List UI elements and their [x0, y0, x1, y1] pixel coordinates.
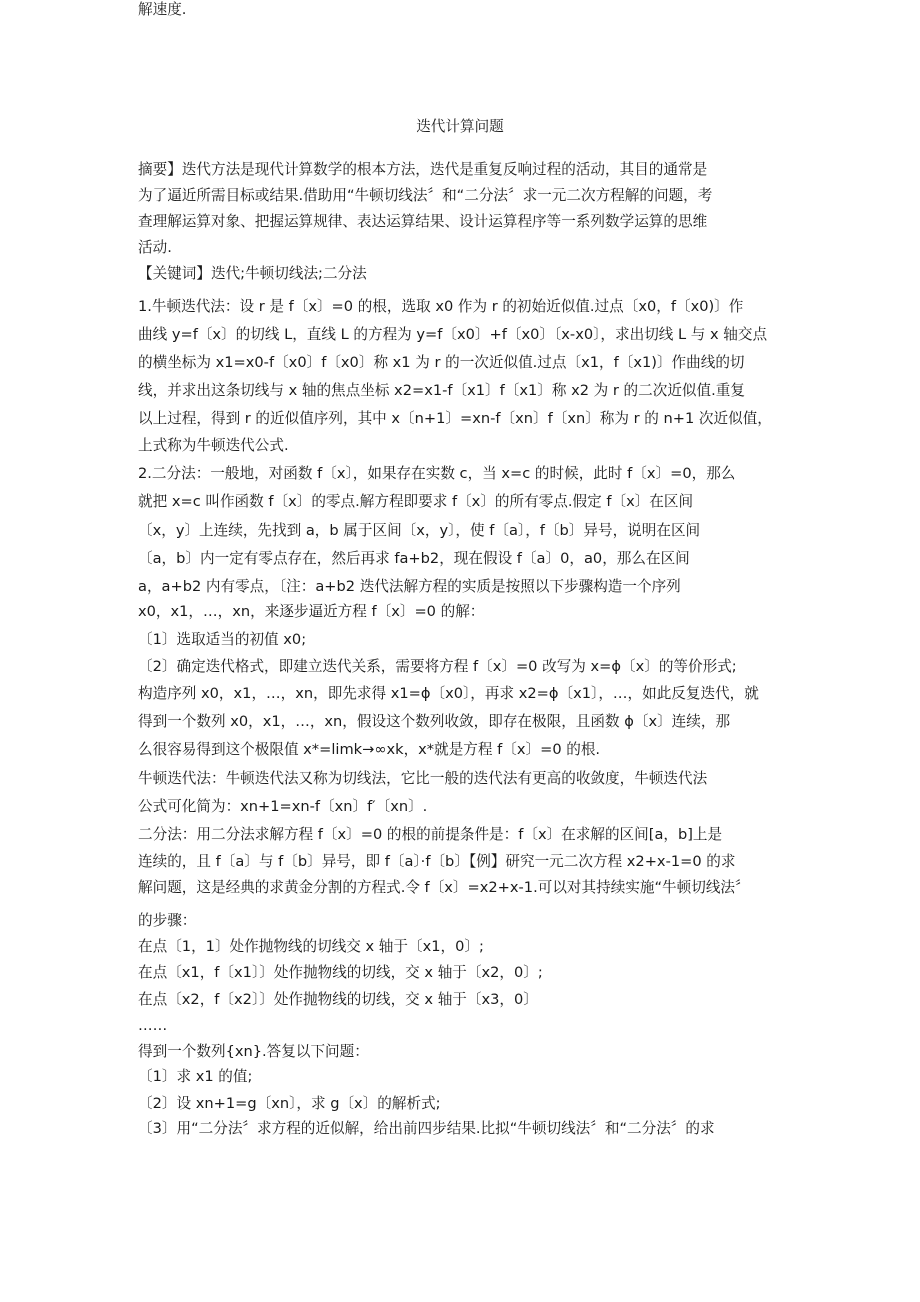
paragraph-line: 在点〔x1，f〔x1〕〕处作抛物线的切线，交 x 轴于〔x2，0〕;: [138, 964, 543, 981]
paragraph-line: ……: [138, 1017, 168, 1034]
paragraph-line: 的横坐标为 x1=x0-f〔x0〕f〔x0〕称 x1 为 r 的一次近似值.过点〔x1，f〔x1)〕作曲线的切: [138, 354, 745, 371]
paragraph-line: 得到一个数列 x0，x1，…，xn，假设这个数列收敛，即存在极限，且函数 ϕ〔x〕连续，那: [138, 713, 731, 730]
paragraph-line: 公式可化简为：xn+1=xn-f〔xn〕f′〔xn〕.: [138, 798, 428, 815]
paragraph-line: 【关键词】迭代;牛顿切线法;二分法: [138, 265, 367, 282]
paragraph-line: 二分法：用二分法求解方程 f〔x〕=0 的根的前提条件是：f〔x〕在求解的区间[a，b]上是: [138, 826, 723, 843]
paragraph-line: 活动.: [138, 239, 172, 256]
paragraph-line: 〔1〕求 x1 的值;: [138, 1068, 253, 1085]
paragraph-line: 的步骤：: [138, 912, 197, 929]
paragraph-line: 得到一个数列{xn}.答复以下问题：: [138, 1043, 369, 1060]
paragraph-line: 连续的，且 f〔a〕与 f〔b〕异号，即 f〔a〕·f〔b〕【例】研究一元二次方程 x2+x-1=0 的求: [138, 853, 736, 870]
paragraph-line: x0，x1，…，xn，来逐步逼近方程 f〔x〕=0 的解：: [138, 603, 485, 620]
paragraph-line: 摘要】迭代方法是现代计算数学的根本方法，迭代是重复反响过程的活动，其目的通常是: [138, 161, 708, 178]
paragraph-line: 〔2〕设 xn+1=g〔xn〕，求 g〔x〕的解析式;: [138, 1095, 441, 1112]
paragraph-line: 〔2〕确定迭代格式，即建立迭代关系，需要将方程 f〔x〕=0 改写为 x=ϕ〔x〕的等价形式;: [138, 658, 737, 675]
paragraph-line: 曲线 y=f〔x〕的切线 L，直线 L 的方程为 y=f〔x0〕+f〔x0〕〔x-x0〕，求出切线 L 与 x 轴交点: [138, 326, 768, 343]
paragraph-line: 解速度.: [138, 1, 187, 18]
paragraph-line: 线，并求出这条切线与 x 轴的焦点坐标 x2=x1-f〔x1〕f〔x1〕称 x2 为 r 的二次近似值.重复: [138, 382, 745, 399]
paragraph-line: a，a+b2 内有零点，〔注：a+b2 迭代法解方程的实质是按照以下步骤构造一个序列: [138, 578, 681, 595]
paragraph-line: 构造序列 x0，x1，…，xn，即先求得 x1=ϕ〔x0〕，再求 x2=ϕ〔x1〕，…，如此反复迭代，就: [138, 685, 759, 702]
paragraph-line: 1.牛顿迭代法：设 r 是 f〔x〕=0 的根，选取 x0 作为 r 的初始近似值.过点〔x0，f〔x0)〕作: [138, 298, 744, 315]
paragraph-line: 2.二分法：一般地，对函数 f〔x〕，如果存在实数 c，当 x=c 的时候，此时 f〔x〕=0，那么: [138, 465, 736, 482]
paragraph-line: 上式称为牛顿迭代公式.: [138, 437, 289, 454]
paragraph-line: 查理解运算对象、把握运算规律、表达运算结果、设计运算程序等一系列数学运算的思维: [138, 213, 708, 230]
paragraph-line: 以上过程，得到 r 的近似值序列，其中 x〔n+1〕=xn-f〔xn〕f〔xn〕称为 r 的 n+1 次近似值，: [138, 410, 772, 427]
paragraph-line: 就把 x=c 叫作函数 f〔x〕的零点.解方程即要求 f〔x〕的所有零点.假定 f〔x〕在区间: [138, 493, 694, 510]
paragraph-line: 〔1〕选取适当的初值 x0;: [138, 631, 307, 648]
paragraph-line: 在点〔1，1〕处作抛物线的切线交 x 轴于〔x1，0〕;: [138, 938, 484, 955]
paragraph-line: 么很容易得到这个极限值 x*=limk→∞xk，x*就是方程 f〔x〕=0 的根.: [138, 741, 601, 758]
paragraph-line: 牛顿迭代法：牛顿迭代法又称为切线法，它比一般的迭代法有更高的收敛度，牛顿迭代法: [138, 770, 708, 787]
paragraph-line: 在点〔x2，f〔x2〕〕处作抛物线的切线，交 x 轴于〔x3，0〕: [138, 991, 538, 1008]
paragraph-line: 〔a，b〕内一定有零点存在，然后再求 fa+b2，现在假设 f〔a〕0，a0，那么在区间: [138, 550, 690, 567]
document-title: 迭代计算问题: [416, 118, 504, 135]
paragraph-line: 为了逼近所需目标或结果.借助用“牛顿切线法〞和“二分法〞求一元二次方程解的问题，考: [138, 187, 713, 204]
paragraph-line: 〔3〕用“二分法〞求方程的近似解，给出前四步结果.比拟“牛顿切线法〞和“二分法〞的求: [138, 1120, 715, 1137]
paragraph-line: 解问题，这是经典的求黄金分割的方程式.令 f〔x〕=x2+x-1.可以对其持续实施“牛顿切线法〞: [138, 879, 750, 896]
paragraph-line: 〔x，y〕上连续，先找到 a，b 属于区间〔x，y〕，使 f〔a〕，f〔b〕异号，说明在区间: [138, 522, 701, 539]
